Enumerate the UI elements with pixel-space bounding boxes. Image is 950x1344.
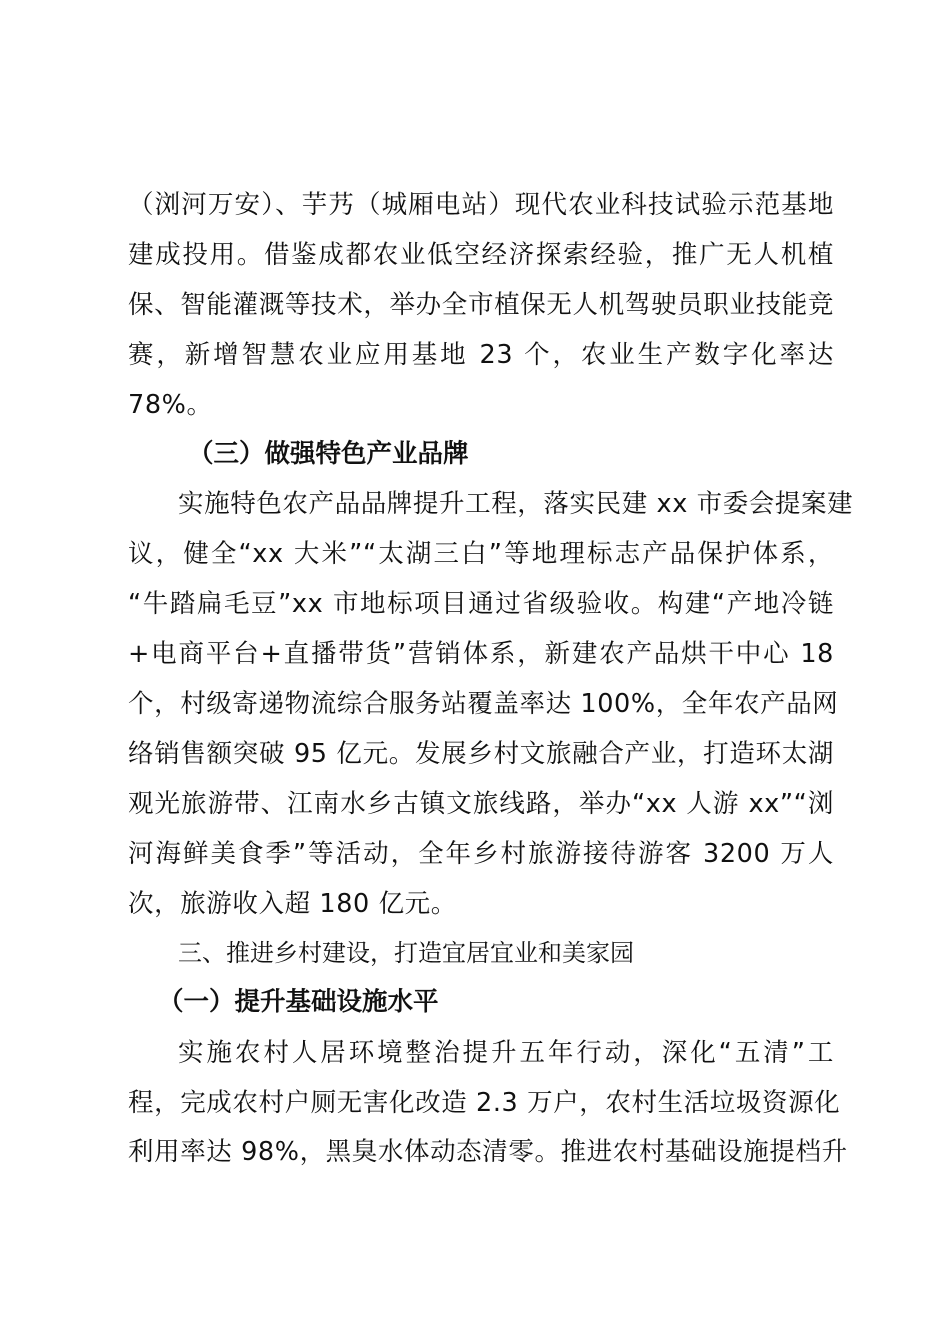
paragraph-line: 保、智能灌溉等技术，举办全市植保无人机驾驶员职业技能竞 [128,290,834,320]
paragraph-line: +电商平台+直播带货”营销体系，新建农产品烘干中心 18 [128,639,834,669]
paragraph-line: 78%。 [128,390,213,420]
paragraph-line: （浏河万安）、芋艿（城厢电站）现代农业科技试验示范基地 [128,190,834,220]
paragraph-line: 实施农村人居环境整治提升五年行动，深化“五清”工 [178,1038,834,1068]
paragraph-line: 议，健全“xx 大米”“太湖三白”等地理标志产品保护体系， [128,539,834,569]
paragraph-line: 程，完成农村户厕无害化改造 2.3 万户，农村生活垃圾资源化 [128,1088,841,1118]
paragraph-line: 实施特色农产品品牌提升工程，落实民建 xx 市委会提案建 [178,489,854,519]
paragraph-line: 建成投用。借鉴成都农业低空经济探索经验，推广无人机植 [128,240,834,270]
subheading-infrastructure: （一）提升基础设施水平 [158,987,439,1017]
subheading-brand: （三）做强特色产业品牌 [188,439,469,469]
section-heading: 三、推进乡村建设，打造宜居宜业和美家园 [178,939,634,967]
paragraph-line: 观光旅游带、江南水乡古镇文旅线路，举办“xx 人游 xx”“浏 [128,789,834,819]
paragraph-line: 利用率达 98%，黑臭水体动态清零。推进农村基础设施提档升 [128,1137,848,1167]
paragraph-line: 个，村级寄递物流综合服务站覆盖率达 100%，全年农产品网 [128,689,839,719]
paragraph-line: 赛，新增智慧农业应用基地 23 个，农业生产数字化率达 [128,340,834,370]
paragraph-line: 络销售额突破 95 亿元。发展乡村文旅融合产业，打造环太湖 [128,739,834,769]
paragraph-line: “牛踏扁毛豆”xx 市地标项目通过省级验收。构建“产地冷链 [128,589,834,619]
paragraph-line: 次，旅游收入超 180 亿元。 [128,889,457,919]
paragraph-line: 河海鲜美食季”等活动，全年乡村旅游接待游客 3200 万人 [128,839,834,869]
